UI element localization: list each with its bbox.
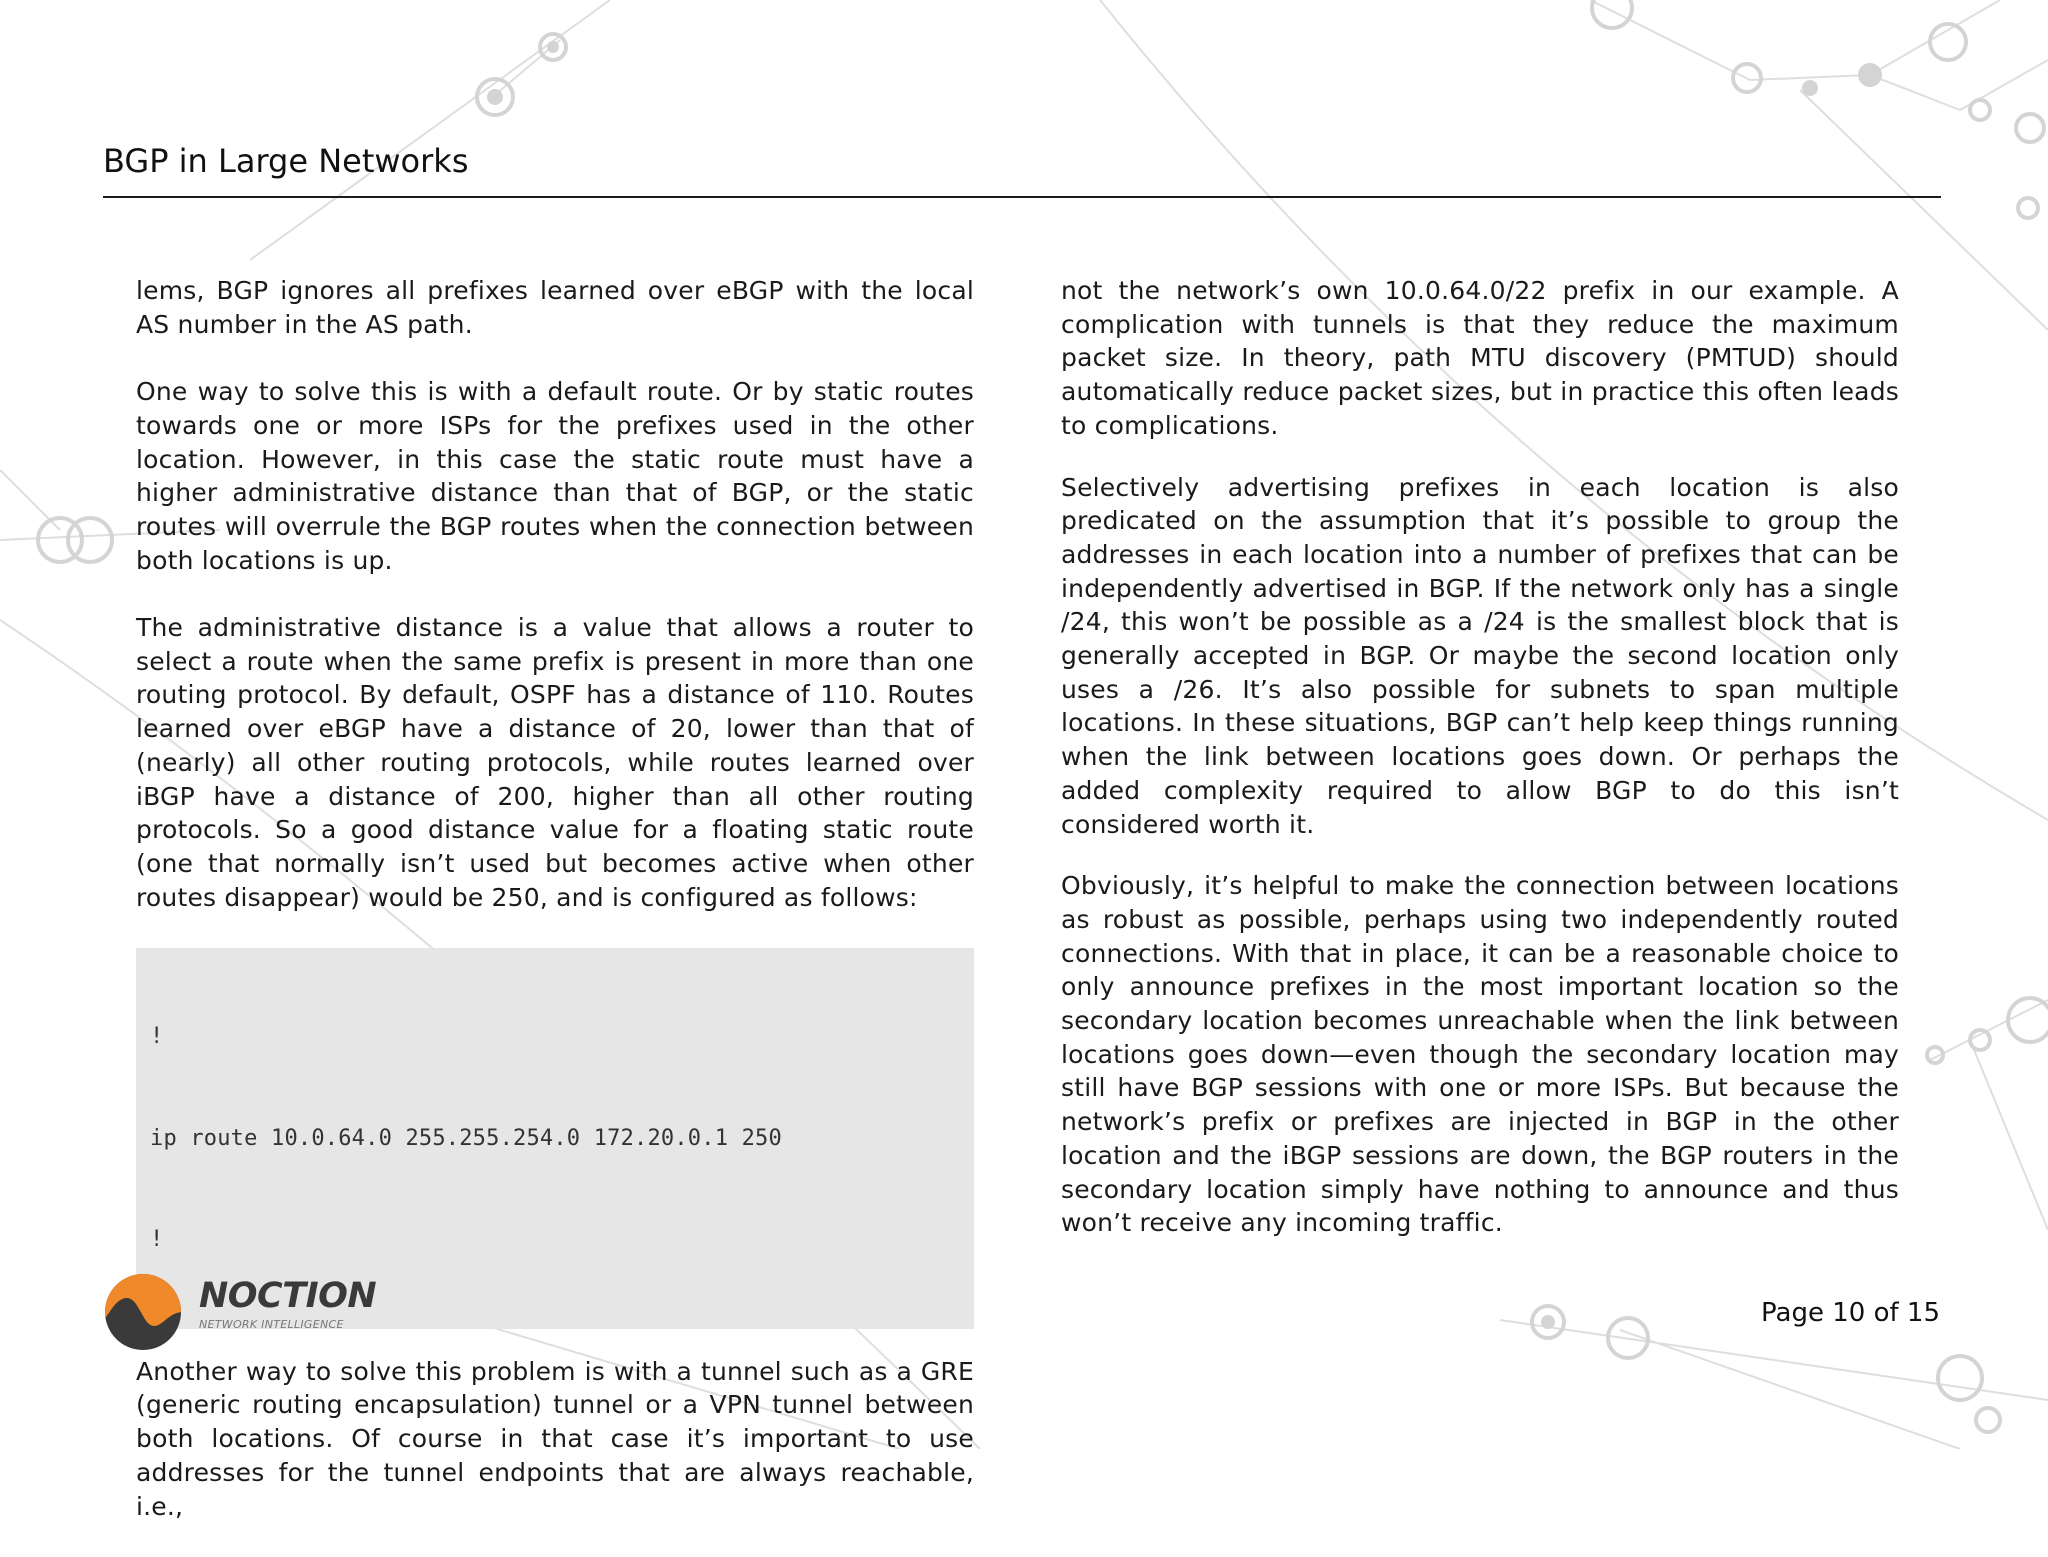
code-line: ! bbox=[150, 1024, 164, 1050]
paragraph: Obviously, it’s helpful to make the connection between locations as robust as possible, perhaps using two independently routed connections. With that in place, it can be a reasonable choice to only announce prefixes in the most important location so the secondary location becomes unreachable when the link between locations goes down—even though the secondary location may still have BGP sessions with one or more ISPs. But because the network’s prefix or prefixes are injected in BGP in the other location and the iBGP sessions are down, the BGP routers in the secondary location simply have nothing to announce and thus won’t receive any incoming traffic. bbox=[1061, 871, 1899, 1238]
logo-tagline: NETWORK INTELLIGENCE bbox=[199, 1318, 344, 1331]
noction-logo-icon bbox=[103, 1272, 183, 1352]
page-number: Page 10 of 15 bbox=[1761, 1298, 1940, 1328]
noction-logo bbox=[103, 1270, 403, 1355]
paragraph: lems, BGP ignores all prefixes learned over eBGP with the local AS number in the AS path. bbox=[136, 276, 974, 339]
paragraph: Another way to solve this problem is with a tunnel such as a GRE (generic routing encapsulation) tunnel or a VPN tunnel between both locations. Of course in that case it’s important to use addresses for the tunnel endpoints that are always reachable, i.e., bbox=[136, 1356, 974, 1521]
document-title: BGP in Large Networks bbox=[103, 142, 469, 180]
header-divider bbox=[103, 196, 1941, 198]
logo-wordmark: NOCTION bbox=[199, 1276, 377, 1316]
paragraph: Selectively advertising prefixes in each location is also predicated on the assumption that it’s possible to group the addresses in each location into a number of prefixes that can be independently advertised in BGP. If the network only has a single /24, this won’t be possible as a /24 is the smallest block that is generally accepted in BGP. Or maybe the second location only uses a /26. It’s also possible for subnets to span multiple locations. In these situations, BGP can’t help keep things running when the link between locations goes down. Or perhaps the added complexity required to allow BGP to do this isn’t considered worth it. bbox=[1061, 472, 1899, 839]
paragraph: One way to solve this is with a default route. Or by static routes towards one or more ISPs for the prefixes used in the other location. However, in this case the static route must have a higher administrative distance than that of BGP, or the static routes will overrule the BGP routes when the connection between both locations is up. bbox=[136, 377, 974, 575]
left-column bbox=[136, 274, 974, 1557]
code-line: ! bbox=[150, 1226, 164, 1252]
paragraph: The administrative distance is a value that allows a router to select a route when the same prefix is present in more than one routing protocol. By default, OSPF has a distance of 110. Routes learned over eBGP have a distance of 20, lower than that of (nearly) all other routing protocols, while routes learned over iBGP have a distance of 200, higher than all other routing protocols. So a good distance value for a floating static route (one that normally isn’t used but becomes active when other routes disappear) would be 250, and is configured as follows: bbox=[136, 613, 974, 912]
right-column bbox=[1061, 274, 1899, 1268]
code-line: ip route 10.0.64.0 255.255.254.0 172.20.0.1 250 bbox=[150, 1125, 782, 1151]
paragraph: not the network’s own 10.0.64.0/22 prefix in our example. A complication with tunnels is that they reduce the maximum packet size. In theory, path MTU discovery (PMTUD) should automatically reduce packet sizes, but in practice this often leads to complications. bbox=[1061, 276, 1899, 440]
